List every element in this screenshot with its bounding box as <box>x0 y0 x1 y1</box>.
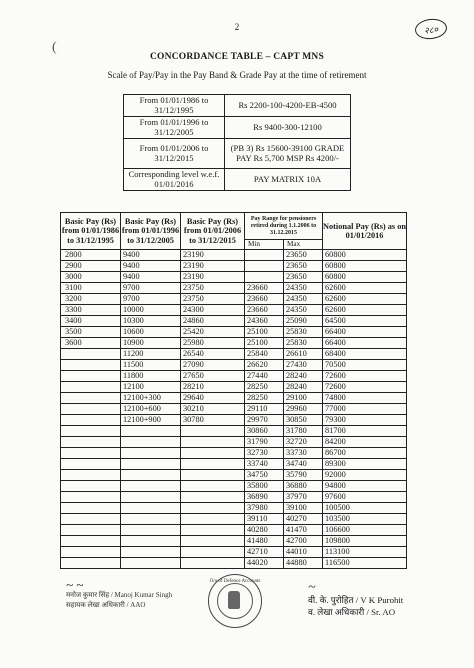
cell-notional-pay: 62600 <box>323 294 407 305</box>
table-row <box>61 283 407 294</box>
cell-basic-pay-1986: 3300 <box>61 305 121 316</box>
cell-notional-pay: 72600 <box>323 382 407 393</box>
summary-scale: Rs 2200-100-4200-EB-4500 <box>225 95 351 117</box>
cell-range-max: 24350 <box>284 294 323 305</box>
cell-range-max: 32720 <box>284 437 323 448</box>
cell-range-min: 23660 <box>245 294 284 305</box>
cell-range-min: 31790 <box>245 437 284 448</box>
table-row <box>61 393 407 404</box>
table-row <box>61 327 407 338</box>
header-basic-pay-2006: Basic Pay (Rs) from 01/01/2006 to 31/12/2015 <box>181 213 245 250</box>
cell-range-min: 32730 <box>245 448 284 459</box>
pay-scale-summary-table <box>123 94 351 191</box>
cell-range-min: 41480 <box>245 536 284 547</box>
cell-basic-pay-2006 <box>181 459 245 470</box>
summary-period: From 01/01/1986 to 31/12/1995 <box>124 95 225 117</box>
summary-row <box>124 169 351 191</box>
cell-range-max: 25090 <box>284 316 323 327</box>
cell-basic-pay-2006: 30210 <box>181 404 245 415</box>
cell-basic-pay-2006: 27650 <box>181 371 245 382</box>
cell-basic-pay-2006: 26540 <box>181 349 245 360</box>
cell-range-max: 44010 <box>284 547 323 558</box>
cell-range-min: 25100 <box>245 338 284 349</box>
cell-basic-pay-1996: 12100 <box>121 382 181 393</box>
table-row <box>61 470 407 481</box>
table-row <box>61 305 407 316</box>
cell-notional-pay: 109800 <box>323 536 407 547</box>
table-row <box>61 360 407 371</box>
cell-range-max: 23650 <box>284 272 323 283</box>
cell-basic-pay-1996 <box>121 470 181 481</box>
cell-basic-pay-2006: 23190 <box>181 272 245 283</box>
cell-basic-pay-2006: 29640 <box>181 393 245 404</box>
left-signature-scribble: ~ ~ <box>66 577 84 592</box>
cell-range-min: 37980 <box>245 503 284 514</box>
cell-range-min: 42710 <box>245 547 284 558</box>
table-row <box>61 459 407 470</box>
summary-period: From 01/01/2006 to 31/12/2015 <box>124 139 225 169</box>
cell-basic-pay-2006 <box>181 525 245 536</box>
cell-basic-pay-1986 <box>61 360 121 371</box>
cell-basic-pay-1986: 2800 <box>61 250 121 261</box>
left-signature-title: सहायक लेखा अधिकारी / AAO <box>66 601 146 609</box>
cell-range-min: 34750 <box>245 470 284 481</box>
cell-basic-pay-1986 <box>61 481 121 492</box>
cell-range-min: 25840 <box>245 349 284 360</box>
cell-basic-pay-1996 <box>121 514 181 525</box>
header-notional-pay: Notional Pay (Rs) as on 01/01/2016 <box>323 213 407 250</box>
cell-basic-pay-2006 <box>181 481 245 492</box>
cell-range-max: 42700 <box>284 536 323 547</box>
seal-text: O/o of Defence Accounts <box>209 579 261 584</box>
cell-basic-pay-1996: 9400 <box>121 272 181 283</box>
cell-range-min: 29110 <box>245 404 284 415</box>
cell-notional-pay: 68400 <box>323 349 407 360</box>
cell-basic-pay-2006: 28210 <box>181 382 245 393</box>
cell-basic-pay-1986 <box>61 393 121 404</box>
concordance-table-body <box>61 250 407 569</box>
cell-range-min: 23660 <box>245 305 284 316</box>
table-row <box>61 404 407 415</box>
cell-basic-pay-2006 <box>181 547 245 558</box>
cell-range-min: 39110 <box>245 514 284 525</box>
cell-notional-pay: 81700 <box>323 426 407 437</box>
cell-basic-pay-2006 <box>181 437 245 448</box>
cell-notional-pay: 116500 <box>323 558 407 569</box>
cell-range-max: 26610 <box>284 349 323 360</box>
cell-range-max: 24350 <box>284 305 323 316</box>
cell-basic-pay-1996: 12100+600 <box>121 404 181 415</box>
cell-range-max: 28240 <box>284 371 323 382</box>
cell-range-min <box>245 272 284 283</box>
cell-range-max: 44880 <box>284 558 323 569</box>
cell-range-min: 44020 <box>245 558 284 569</box>
cell-basic-pay-1986 <box>61 514 121 525</box>
cell-notional-pay: 72600 <box>323 371 407 382</box>
cell-basic-pay-2006: 24300 <box>181 305 245 316</box>
cell-basic-pay-1996 <box>121 536 181 547</box>
cell-range-min: 28250 <box>245 382 284 393</box>
cell-range-max: 25830 <box>284 338 323 349</box>
cell-basic-pay-1996 <box>121 437 181 448</box>
cell-range-max: 29100 <box>284 393 323 404</box>
summary-scale: Rs 9400-300-12100 <box>225 117 351 139</box>
table-row <box>61 514 407 525</box>
cell-notional-pay: 106600 <box>323 525 407 536</box>
table-row <box>61 415 407 426</box>
cell-range-max: 37970 <box>284 492 323 503</box>
page-number: 2 <box>234 22 240 32</box>
cell-basic-pay-1986 <box>61 371 121 382</box>
cell-basic-pay-1986 <box>61 415 121 426</box>
cell-basic-pay-2006: 25980 <box>181 338 245 349</box>
cell-basic-pay-1986 <box>61 470 121 481</box>
cell-basic-pay-1996: 12100+900 <box>121 415 181 426</box>
cell-range-max: 33730 <box>284 448 323 459</box>
summary-row <box>124 95 351 117</box>
cell-basic-pay-2006 <box>181 470 245 481</box>
table-row <box>61 547 407 558</box>
cell-basic-pay-2006 <box>181 492 245 503</box>
cell-basic-pay-1996 <box>121 481 181 492</box>
cell-range-max: 25830 <box>284 327 323 338</box>
cell-basic-pay-1996: 11800 <box>121 371 181 382</box>
cell-basic-pay-2006 <box>181 448 245 459</box>
summary-scale: PAY MATRIX 10A <box>225 169 351 191</box>
cell-range-max: 41470 <box>284 525 323 536</box>
cell-basic-pay-2006: 23750 <box>181 283 245 294</box>
cell-basic-pay-2006 <box>181 558 245 569</box>
table-row <box>61 250 407 261</box>
cell-basic-pay-2006: 24860 <box>181 316 245 327</box>
cell-basic-pay-1986: 3100 <box>61 283 121 294</box>
cell-basic-pay-1996 <box>121 492 181 503</box>
cell-basic-pay-1996 <box>121 426 181 437</box>
table-row <box>61 503 407 514</box>
cell-range-min: 23660 <box>245 283 284 294</box>
cell-basic-pay-1996: 10000 <box>121 305 181 316</box>
cell-notional-pay: 60800 <box>323 272 407 283</box>
cell-basic-pay-1996: 10600 <box>121 327 181 338</box>
cell-notional-pay: 70500 <box>323 360 407 371</box>
summary-period: Corresponding level w.e.f. 01/01/2016 <box>124 169 225 191</box>
cell-basic-pay-1996 <box>121 547 181 558</box>
summary-period: From 01/01/1996 to 31/12/2005 <box>124 117 225 139</box>
cell-range-min: 30860 <box>245 426 284 437</box>
cell-basic-pay-1996: 9400 <box>121 261 181 272</box>
table-row <box>61 316 407 327</box>
cell-basic-pay-1996 <box>121 558 181 569</box>
cell-basic-pay-1986 <box>61 448 121 459</box>
right-signature-title: व. लेखा अधिकारी / Sr. AO <box>308 607 396 617</box>
cell-range-max: 28240 <box>284 382 323 393</box>
table-row <box>61 294 407 305</box>
header-pay-range: Pay Range for pensioners retired during 1.1.2006 to 31.12.2015 <box>245 213 323 240</box>
page-stamp: २८० <box>414 17 448 40</box>
cell-basic-pay-2006: 23190 <box>181 261 245 272</box>
cell-basic-pay-1986 <box>61 536 121 547</box>
table-row <box>61 272 407 283</box>
cell-basic-pay-2006: 25420 <box>181 327 245 338</box>
margin-mark: ( <box>52 40 57 55</box>
cell-range-min <box>245 261 284 272</box>
cell-range-min <box>245 250 284 261</box>
cell-range-max: 35790 <box>284 470 323 481</box>
cell-basic-pay-1996: 9700 <box>121 294 181 305</box>
cell-basic-pay-1986 <box>61 525 121 536</box>
table-row <box>61 349 407 360</box>
cell-basic-pay-1986 <box>61 426 121 437</box>
cell-basic-pay-1996 <box>121 448 181 459</box>
cell-notional-pay: 77000 <box>323 404 407 415</box>
table-row <box>61 261 407 272</box>
cell-basic-pay-1996 <box>121 503 181 514</box>
table-row <box>61 371 407 382</box>
cell-range-max: 27430 <box>284 360 323 371</box>
cell-basic-pay-1986 <box>61 349 121 360</box>
cell-range-max: 36880 <box>284 481 323 492</box>
cell-basic-pay-1986 <box>61 382 121 393</box>
cell-range-min: 28250 <box>245 393 284 404</box>
table-row <box>61 448 407 459</box>
cell-range-min: 27440 <box>245 371 284 382</box>
right-signature-name: वी. के. पुरोहित / V K Purohit <box>308 595 404 605</box>
cell-notional-pay: 92000 <box>323 470 407 481</box>
cell-basic-pay-1986 <box>61 547 121 558</box>
cell-basic-pay-1996: 11500 <box>121 360 181 371</box>
cell-notional-pay: 113100 <box>323 547 407 558</box>
cell-basic-pay-1986 <box>61 503 121 514</box>
cell-range-max: 40270 <box>284 514 323 525</box>
table-row <box>61 536 407 547</box>
summary-row <box>124 139 351 169</box>
cell-notional-pay: 94800 <box>323 481 407 492</box>
cell-basic-pay-1996 <box>121 525 181 536</box>
table-row <box>61 437 407 448</box>
cell-range-max: 30850 <box>284 415 323 426</box>
table-row <box>61 558 407 569</box>
cell-basic-pay-1986 <box>61 437 121 448</box>
cell-range-max: 34740 <box>284 459 323 470</box>
cell-basic-pay-1986: 3400 <box>61 316 121 327</box>
cell-basic-pay-1986: 3000 <box>61 272 121 283</box>
concordance-table <box>60 212 407 569</box>
cell-range-min: 26620 <box>245 360 284 371</box>
cell-basic-pay-1996: 9400 <box>121 250 181 261</box>
right-signature-block <box>308 580 404 618</box>
cell-basic-pay-1986 <box>61 492 121 503</box>
header-min: Min <box>245 240 284 250</box>
cell-basic-pay-1996: 10900 <box>121 338 181 349</box>
cell-notional-pay: 97600 <box>323 492 407 503</box>
cell-range-max: 23650 <box>284 261 323 272</box>
cell-basic-pay-1996 <box>121 459 181 470</box>
cell-basic-pay-1986 <box>61 404 121 415</box>
left-signature-name: मनोज कुमार सिंह / Manoj Kumar Singh <box>66 591 173 599</box>
cell-basic-pay-2006: 23190 <box>181 250 245 261</box>
national-emblem-icon <box>228 591 240 609</box>
table-row <box>61 338 407 349</box>
cell-notional-pay: 86700 <box>323 448 407 459</box>
cell-basic-pay-1986 <box>61 459 121 470</box>
cell-range-min: 24360 <box>245 316 284 327</box>
cell-range-min: 29970 <box>245 415 284 426</box>
cell-notional-pay: 62600 <box>323 283 407 294</box>
cell-basic-pay-2006: 27090 <box>181 360 245 371</box>
cell-basic-pay-1996: 10300 <box>121 316 181 327</box>
cell-basic-pay-1996: 9700 <box>121 283 181 294</box>
cell-notional-pay: 79300 <box>323 415 407 426</box>
cell-notional-pay: 66400 <box>323 327 407 338</box>
cell-range-max: 24350 <box>284 283 323 294</box>
cell-basic-pay-1996: 11200 <box>121 349 181 360</box>
cell-basic-pay-2006 <box>181 536 245 547</box>
table-row <box>61 492 407 503</box>
cell-basic-pay-2006: 23750 <box>181 294 245 305</box>
cell-range-max: 29960 <box>284 404 323 415</box>
cell-notional-pay: 84200 <box>323 437 407 448</box>
header-basic-pay-1996: Basic Pay (Rs) from 01/01/1996 to 31/12/2005 <box>121 213 181 250</box>
right-signature-scribble: ~ <box>308 580 316 595</box>
left-signature-block <box>66 577 173 610</box>
cell-notional-pay: 66400 <box>323 338 407 349</box>
cell-notional-pay: 60800 <box>323 250 407 261</box>
cell-basic-pay-2006 <box>181 514 245 525</box>
cell-range-max: 23650 <box>284 250 323 261</box>
cell-range-min: 36890 <box>245 492 284 503</box>
cell-notional-pay: 89300 <box>323 459 407 470</box>
table-row <box>61 426 407 437</box>
table-row <box>61 481 407 492</box>
cell-notional-pay: 103500 <box>323 514 407 525</box>
cell-basic-pay-2006: 30780 <box>181 415 245 426</box>
cell-notional-pay: 74800 <box>323 393 407 404</box>
table-row <box>61 382 407 393</box>
cell-basic-pay-1986: 3200 <box>61 294 121 305</box>
cell-basic-pay-2006 <box>181 503 245 514</box>
cell-range-min: 35800 <box>245 481 284 492</box>
summary-row <box>124 117 351 139</box>
cell-basic-pay-1986: 3500 <box>61 327 121 338</box>
cell-notional-pay: 100500 <box>323 503 407 514</box>
cell-range-max: 39100 <box>284 503 323 514</box>
cell-notional-pay: 60800 <box>323 261 407 272</box>
cell-range-max: 31780 <box>284 426 323 437</box>
cell-basic-pay-1986 <box>61 558 121 569</box>
header-basic-pay-1986: Basic Pay (Rs) from 01/01/1986 to 31/12/1995 <box>61 213 121 250</box>
cell-basic-pay-2006 <box>181 426 245 437</box>
cell-basic-pay-1986: 3600 <box>61 338 121 349</box>
header-max: Max <box>284 240 323 250</box>
office-seal <box>208 574 262 628</box>
cell-range-min: 33740 <box>245 459 284 470</box>
cell-notional-pay: 62600 <box>323 305 407 316</box>
cell-notional-pay: 64500 <box>323 316 407 327</box>
document-title: CONCORDANCE TABLE – CAPT MNS <box>150 52 324 62</box>
cell-range-min: 40280 <box>245 525 284 536</box>
summary-scale: (PB 3) Rs 15600-39100 GRADE PAY Rs 5,700 MSP Rs 4200/- <box>225 139 351 169</box>
cell-range-min: 25100 <box>245 327 284 338</box>
cell-basic-pay-1996: 12100+300 <box>121 393 181 404</box>
cell-basic-pay-1986: 2900 <box>61 261 121 272</box>
table-row <box>61 525 407 536</box>
document-subtitle: Scale of Pay/Pay in the Pay Band & Grade Pay at the time of retirement <box>107 70 367 80</box>
